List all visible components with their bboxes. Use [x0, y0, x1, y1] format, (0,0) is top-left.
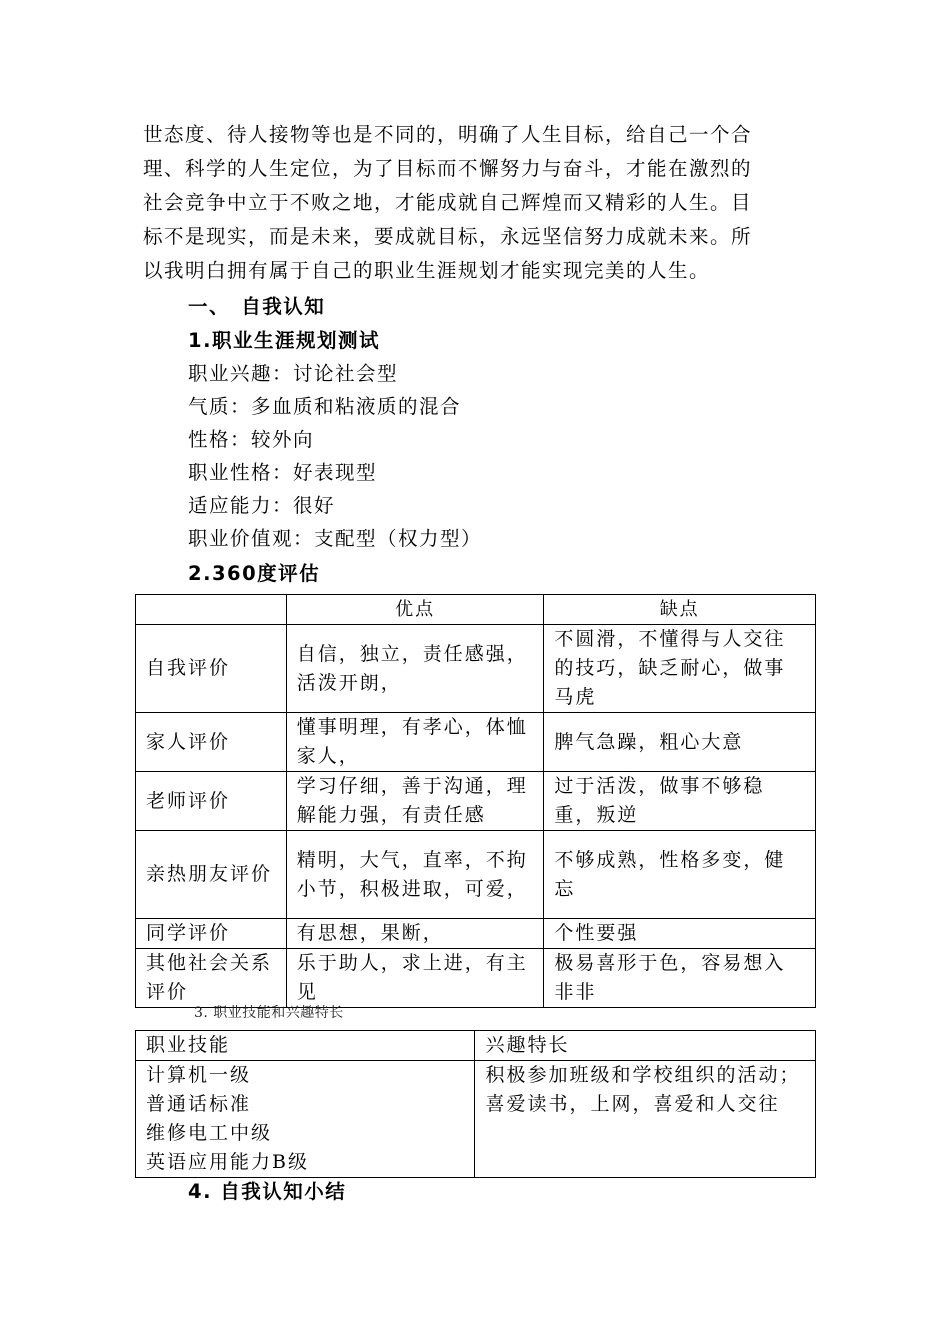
pros-cell: 学习仔细，善于沟通，理解能力强，有责任感: [286, 772, 544, 831]
skills-cell: [136, 1061, 475, 1178]
skill-item: 计算机一级: [146, 1064, 252, 1086]
table-row: [136, 772, 816, 831]
intro-line: 社会竞争中立于不败之地，才能成就自己辉煌而又精彩的人生。目: [143, 191, 753, 214]
table-row: [136, 919, 816, 949]
table-header-row: [136, 1031, 816, 1061]
subheading-360-evaluation: 2.360度评估: [188, 562, 321, 585]
subheading-skills-interests: 3. 职业技能和兴趣特长: [194, 1005, 344, 1021]
header-cell-cons: 缺点: [544, 595, 816, 625]
cons-cell: 个性要强: [544, 919, 816, 949]
table-row: [136, 831, 816, 919]
table-row: [136, 625, 816, 713]
pros-cell: 乐于助人，求上进，有主见: [286, 949, 544, 1008]
row-label: 自我评价: [136, 625, 287, 713]
table-row: [136, 713, 816, 772]
test-item: 职业兴趣：讨论社会型: [188, 362, 399, 385]
skill-item: 英语应用能力B级: [146, 1151, 309, 1173]
cons-cell: 脾气急躁，粗心大意: [544, 713, 816, 772]
row-label: 同学评价: [136, 919, 287, 949]
intro-line: 以我明白拥有属于自己的职业生涯规划才能实现完美的人生。: [143, 259, 711, 282]
test-item: 性格：较外向: [188, 428, 315, 451]
interests-cell: 积极参加班级和学校组织的活动；喜爱读书，上网，喜爱和人交往: [475, 1061, 816, 1178]
pros-cell: 自信，独立，责任感强，活泼开朗，: [286, 625, 544, 713]
intro-line: 理、科学的人生定位，为了目标而不懈努力与奋斗，才能在激烈的: [143, 157, 753, 180]
intro-paragraph: [143, 118, 813, 288]
row-label: 其他社会关系评价: [136, 949, 287, 1008]
header-cell-pros: 优点: [286, 595, 544, 625]
row-label: 老师评价: [136, 772, 287, 831]
skills-table: [135, 1030, 816, 1178]
pros-cell: 懂事明理，有孝心，体恤家人，: [286, 713, 544, 772]
cons-cell: 不够成熟，性格多变，健忘: [544, 831, 816, 919]
skill-item: 维修电工中级: [146, 1122, 273, 1144]
section-heading-self-cognition: 一、 自我认知: [188, 295, 326, 318]
pros-cell: 有思想，果断，: [286, 919, 544, 949]
skill-item: 普通话标准: [146, 1093, 252, 1115]
evaluation-table: [135, 594, 816, 1008]
table-row: [136, 1061, 816, 1178]
subheading-self-cognition-summary: 4. 自我认知小结: [188, 1180, 347, 1203]
intro-line: 世态度、待人接物等也是不同的，明确了人生目标，给自己一个合: [143, 123, 753, 146]
test-item: 气质：多血质和粘液质的混合: [188, 395, 462, 418]
table-header-row: [136, 595, 816, 625]
row-label: 家人评价: [136, 713, 287, 772]
header-cell-skills: 职业技能: [136, 1031, 475, 1061]
row-label: 亲热朋友评价: [136, 831, 287, 919]
pros-cell: 精明，大气，直率，不拘小节，积极进取，可爱，: [286, 831, 544, 919]
subheading-career-test: 1.职业生涯规划测试: [188, 329, 380, 352]
test-item: 职业性格：好表现型: [188, 461, 378, 484]
header-cell-interests: 兴趣特长: [475, 1031, 816, 1061]
intro-line: 标不是现实，而是未来，要成就目标，永远坚信努力成就未来。所: [143, 225, 753, 248]
table-row: [136, 949, 816, 1008]
cons-cell: 不圆滑，不懂得与人交往的技巧，缺乏耐心，做事马虎: [544, 625, 816, 713]
header-cell: [136, 595, 287, 625]
cons-cell: 过于活泼，做事不够稳重，叛逆: [544, 772, 816, 831]
test-item: 职业价值观：支配型（权力型）: [188, 527, 483, 550]
test-item: 适应能力：很好: [188, 494, 336, 517]
cons-cell: 极易喜形于色，容易想入非非: [544, 949, 816, 1008]
